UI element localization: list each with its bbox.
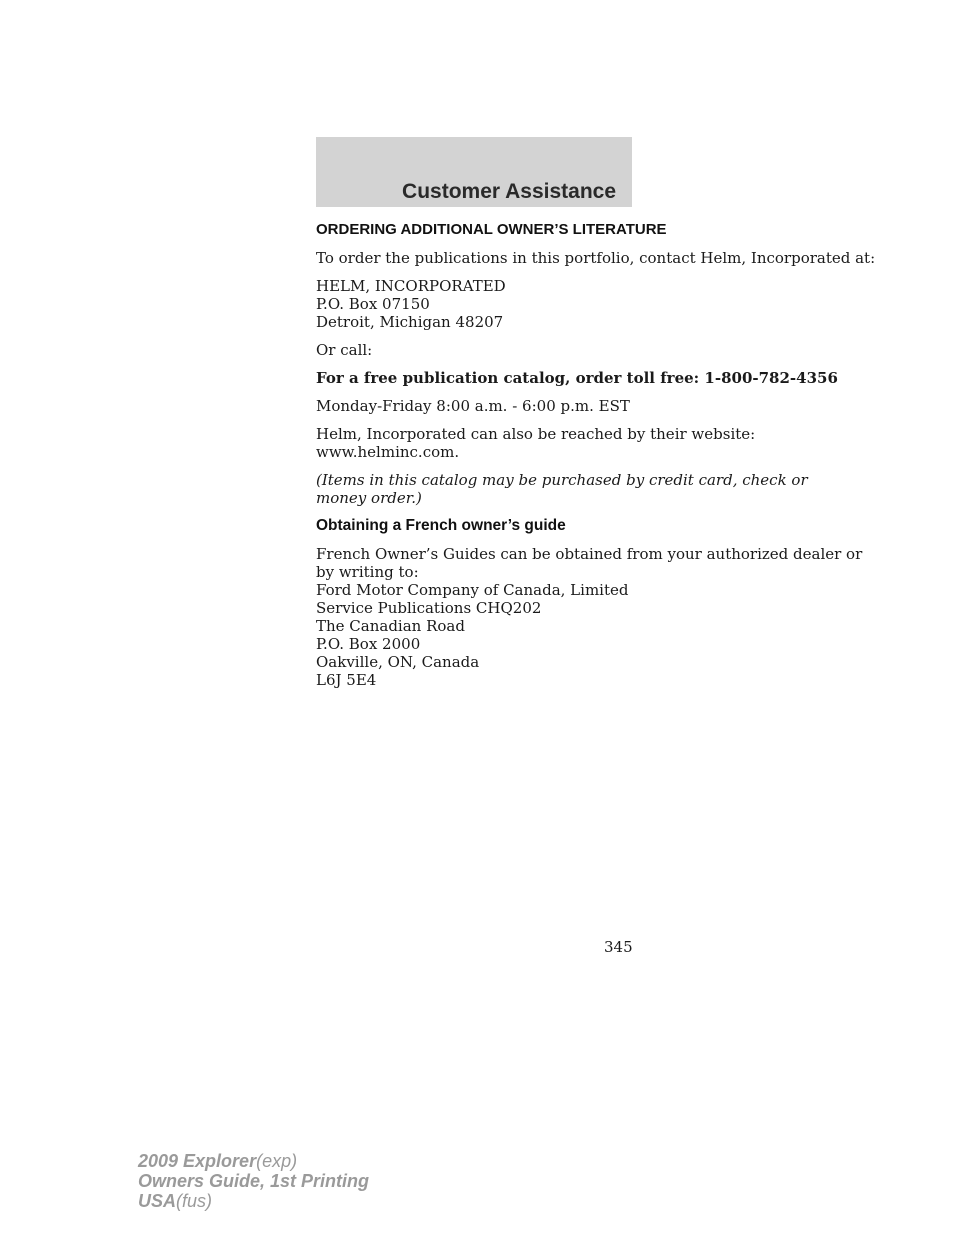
footer-market: USA xyxy=(138,1191,177,1211)
french-line: by writing to: xyxy=(316,563,419,581)
french-line: P.O. Box 2000 xyxy=(316,635,421,653)
intro-text: To order the publications in this portfolio, contact Helm, Incorporated at: xyxy=(316,249,876,267)
website-url: www.helminc.com. xyxy=(316,443,460,461)
hours-text: Monday-Friday 8:00 a.m. - 6:00 p.m. EST xyxy=(316,397,630,415)
address-line: P.O. Box 07150 xyxy=(316,295,430,313)
french-line: Ford Motor Company of Canada, Limited xyxy=(316,581,629,599)
french-line: The Canadian Road xyxy=(316,617,465,635)
footer-line-2: Owners Guide, 1st Printing xyxy=(138,1171,370,1191)
page-number: 345 xyxy=(604,938,633,956)
footer-line-3 xyxy=(138,1191,369,1211)
french-line: Oakville, ON, Canada xyxy=(316,653,480,671)
section1-heading: ORDERING ADDITIONAL OWNER’S LITERATURE xyxy=(316,221,667,238)
address-line: Detroit, Michigan 48207 xyxy=(316,313,504,331)
section2-heading: Obtaining a French owner’s guide xyxy=(316,517,566,534)
french-line: L6J 5E4 xyxy=(316,671,377,689)
print-footer xyxy=(138,1151,369,1211)
footer-line-1 xyxy=(138,1151,369,1171)
page-content xyxy=(316,221,876,699)
note-line: (Items in this catalog may be purchased by credit card, check or xyxy=(316,471,808,489)
footer-market-code: (fus) xyxy=(176,1191,213,1211)
helm-address xyxy=(316,277,636,331)
website-line: Helm, Incorporated can also be reached by their website: xyxy=(316,425,756,443)
footer-model-code: (exp) xyxy=(256,1151,298,1171)
website-text xyxy=(316,425,756,461)
payment-note xyxy=(316,471,808,507)
footer-model: 2009 Explorer xyxy=(138,1151,257,1171)
catalog-phone-text: For a free publication catalog, order toll free: 1-800-782-4356 xyxy=(316,369,838,387)
section-title: Customer Assistance xyxy=(402,180,616,203)
note-line: money order.) xyxy=(316,489,422,507)
french-line: French Owner’s Guides can be obtained from your authorized dealer or xyxy=(316,545,863,563)
french-line: Service Publications CHQ202 xyxy=(316,599,542,617)
or-call-text: Or call: xyxy=(316,341,373,359)
address-line: HELM, INCORPORATED xyxy=(316,277,506,295)
header-band xyxy=(316,137,632,207)
french-guide-text xyxy=(316,545,863,689)
